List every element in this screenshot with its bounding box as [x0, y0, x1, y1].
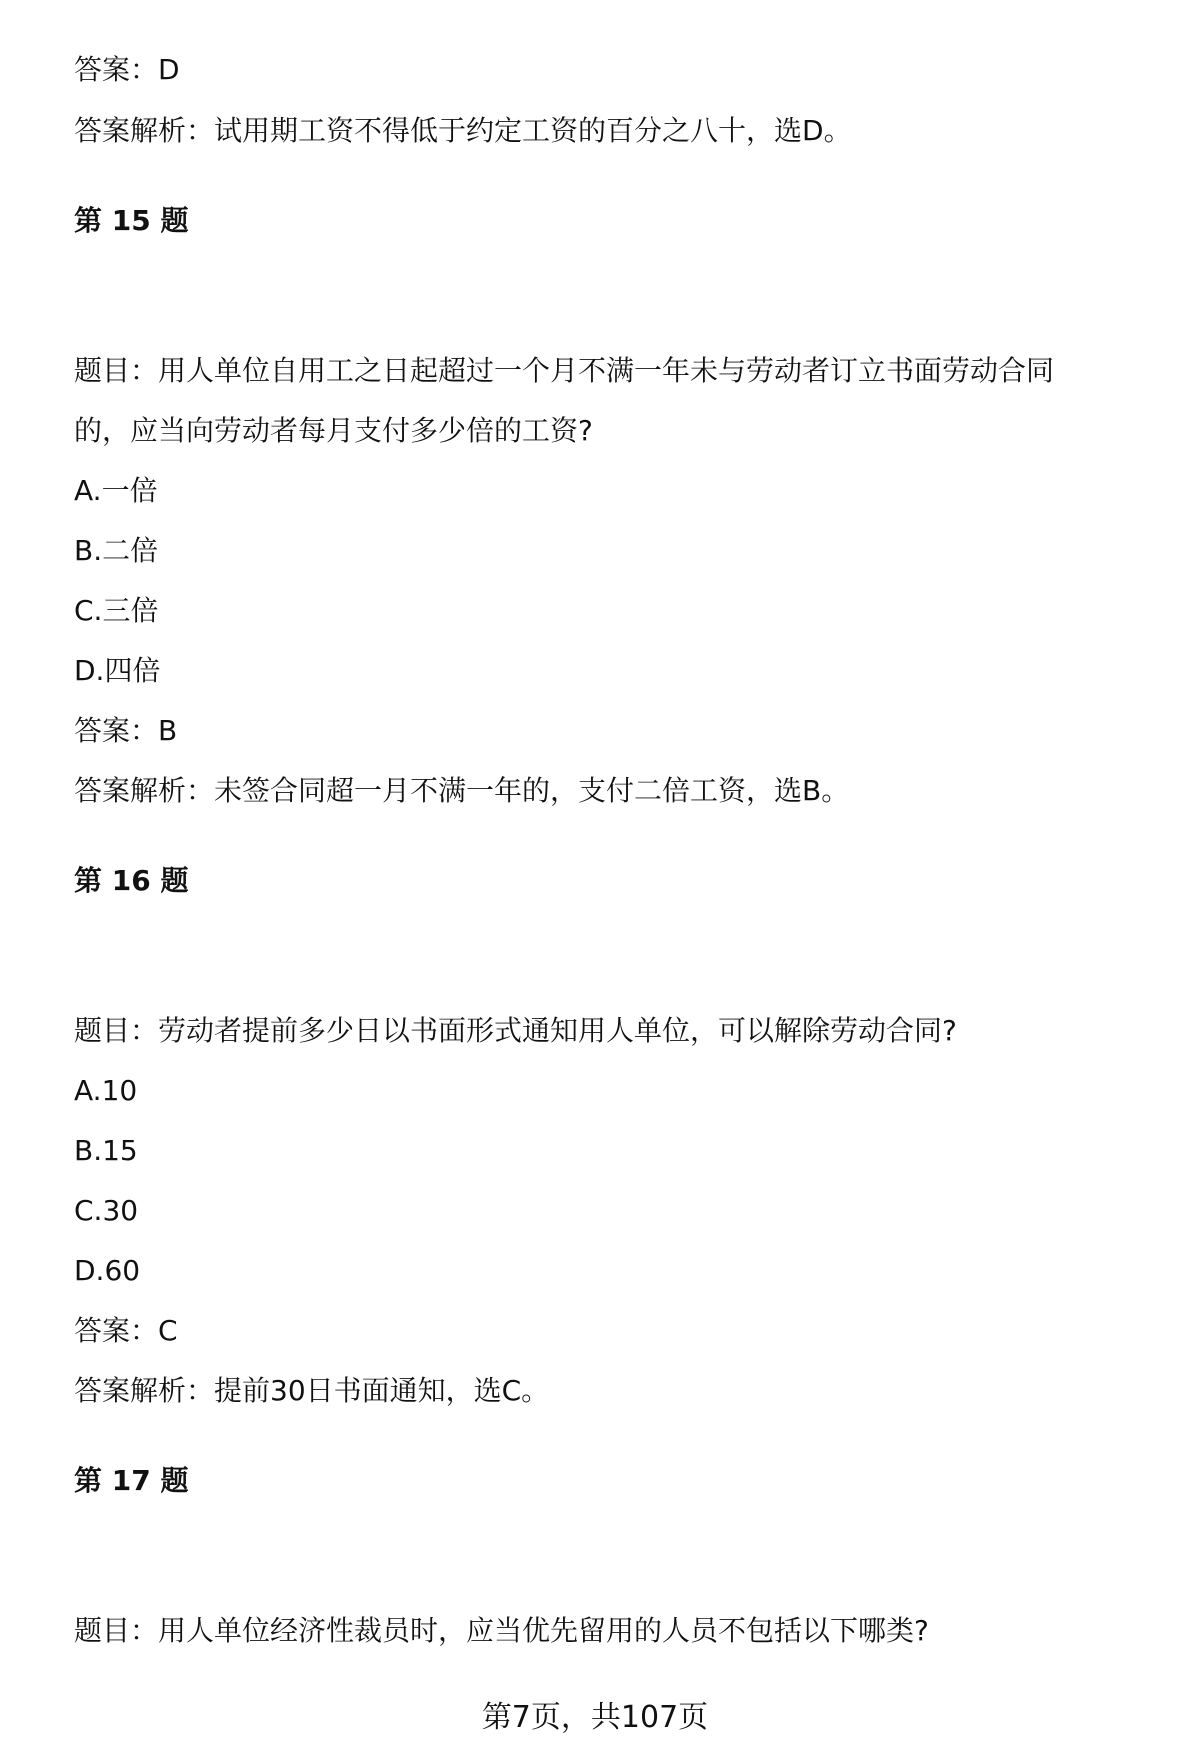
- question-15-answer: 答案：B: [74, 714, 178, 747]
- question-16-explanation: 答案解析：提前30日书面通知，选C。: [74, 1374, 550, 1407]
- question-16-option-b: B.15: [74, 1134, 138, 1167]
- question-15-option-c: C.三倍: [74, 594, 159, 627]
- question-16-heading: 第 16 题: [74, 864, 189, 897]
- question-16-option-a: A.10: [74, 1074, 138, 1107]
- question-15-option-d: D.四倍: [74, 654, 161, 687]
- question-16-option-d: D.60: [74, 1254, 141, 1287]
- question-15-explanation: 答案解析：未签合同超一月不满一年的，支付二倍工资，选B。: [74, 774, 850, 807]
- page-number-footer: 第7页，共107页: [481, 1700, 709, 1735]
- question-15-stem-line-2: 的，应当向劳动者每月支付多少倍的工资?: [74, 414, 593, 447]
- question-15-heading: 第 15 题: [74, 204, 189, 237]
- prev-explanation: 答案解析：试用期工资不得低于约定工资的百分之八十，选D。: [74, 114, 852, 147]
- question-16-stem-line-1: 题目：劳动者提前多少日以书面形式通知用人单位，可以解除劳动合同?: [74, 1014, 957, 1047]
- question-17-stem-line-1: 题目：用人单位经济性裁员时，应当优先留用的人员不包括以下哪类?: [74, 1614, 929, 1647]
- question-15-option-a: A.一倍: [74, 474, 158, 507]
- question-17-heading: 第 17 题: [74, 1464, 189, 1497]
- question-15-option-b: B.二倍: [74, 534, 159, 567]
- question-16-option-c: C.30: [74, 1194, 139, 1227]
- prev-answer: 答案：D: [74, 53, 180, 86]
- question-15-stem-line-1: 题目：用人单位自用工之日起超过一个月不满一年未与劳动者订立书面劳动合同: [74, 354, 1055, 387]
- question-16-answer: 答案：C: [74, 1314, 178, 1347]
